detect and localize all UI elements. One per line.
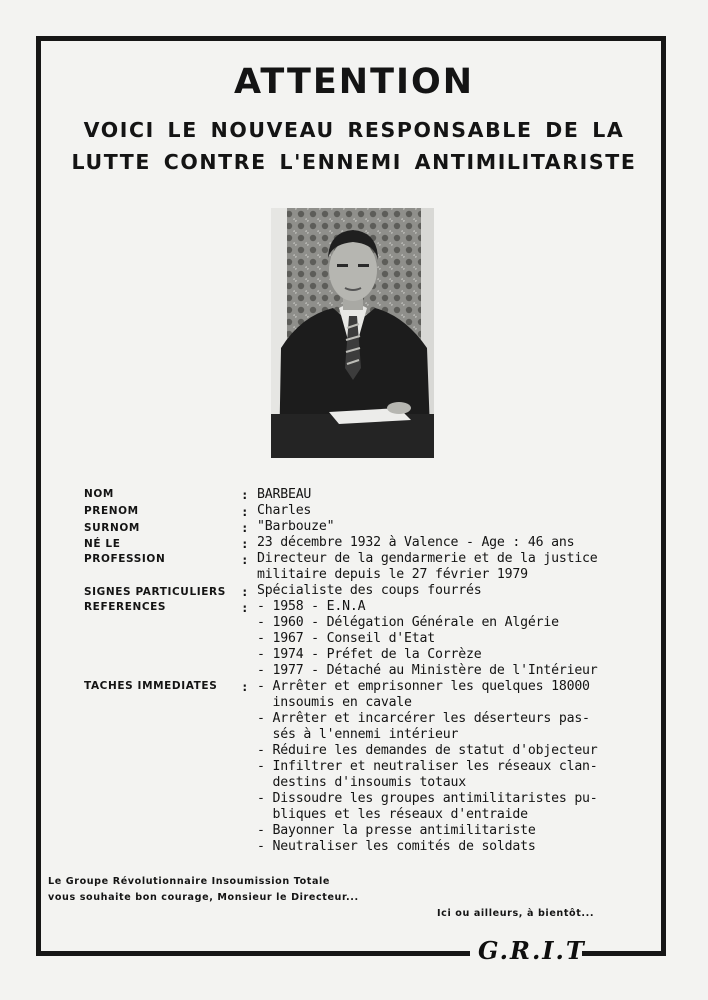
colon: : — [241, 600, 249, 615]
colon: : — [241, 584, 249, 599]
reference-item: - 1974 - Préfet de la Corrèze — [257, 647, 482, 662]
portrait-photo — [271, 208, 434, 458]
colon: : — [241, 504, 249, 519]
task-line: - Dissoudre les groupes antimilitaristes pu- — [257, 791, 598, 806]
task-line: bliques et les réseaux d'entraide — [257, 807, 528, 822]
task-line: - Infiltrer et neutraliser les réseaux clan- — [257, 759, 598, 774]
subtitle-line-2: LUTTE CONTRE L'ENNEMI ANTIMILITARISTE — [71, 150, 637, 174]
footer-line-2: vous souhaite bon courage, Monsieur le Directeur... — [48, 892, 359, 903]
footer-line-1: Le Groupe Révolutionnaire Insoumission Totale — [48, 876, 331, 887]
value-profession: Directeur de la gendarmerie et de la justice — [257, 551, 598, 566]
value-profession-cont: militaire depuis le 27 février 1979 — [257, 567, 528, 582]
label-references: REFERENCES — [84, 601, 167, 613]
task-line: - Neutraliser les comités de soldats — [257, 839, 536, 854]
label-nom: NOM — [84, 488, 114, 500]
label-ne-le: NÉ LE — [84, 538, 121, 550]
grit-signature: G.R.I.T — [478, 936, 586, 965]
subtitle-line-1: VOICI LE NOUVEAU RESPONSABLE DE LA — [83, 118, 625, 142]
poster-title: ATTENTION — [233, 62, 475, 102]
colon: : — [241, 552, 249, 567]
label-signes-particuliers: SIGNES PARTICULIERS — [84, 586, 226, 598]
reference-item: - 1977 - Détaché au Ministère de l'Intérieur — [257, 663, 598, 678]
task-line: - Réduire les demandes de statut d'objecteur — [257, 743, 598, 758]
task-line: - Arrêter et emprisonner les quelques 18000 — [257, 679, 590, 694]
colon: : — [241, 536, 249, 551]
value-prenom: Charles — [257, 503, 312, 518]
value-signes-particuliers: Spécialiste des coups fourrés — [257, 583, 482, 598]
task-line: - Arrêter et incarcérer les déserteurs pas- — [257, 711, 590, 726]
label-prenom: PRENOM — [84, 505, 139, 517]
task-line: sés à l'ennemi intérieur — [257, 727, 459, 742]
task-line: - Bayonner la presse antimilitariste — [257, 823, 536, 838]
reference-item: - 1958 - E.N.A — [257, 599, 366, 614]
reference-item: - 1960 - Délégation Générale en Algérie — [257, 615, 559, 630]
colon: : — [241, 679, 249, 694]
task-line: destins d'insoumis totaux — [257, 775, 466, 790]
label-profession: PROFESSION — [84, 553, 166, 565]
value-ne-le: 23 décembre 1932 à Valence - Age : 46 ans — [257, 535, 575, 550]
task-line: insoumis en cavale — [257, 695, 412, 710]
colon: : — [241, 520, 249, 535]
footer-signoff: Ici ou ailleurs, à bientôt... — [437, 908, 595, 919]
value-surnom: "Barbouze" — [257, 519, 335, 534]
label-taches-immediates: TACHES IMMEDIATES — [84, 680, 218, 692]
label-surnom: SURNOM — [84, 522, 140, 534]
value-nom: BARBEAU — [257, 487, 312, 502]
colon: : — [241, 487, 249, 502]
reference-item: - 1967 - Conseil d'Etat — [257, 631, 436, 646]
